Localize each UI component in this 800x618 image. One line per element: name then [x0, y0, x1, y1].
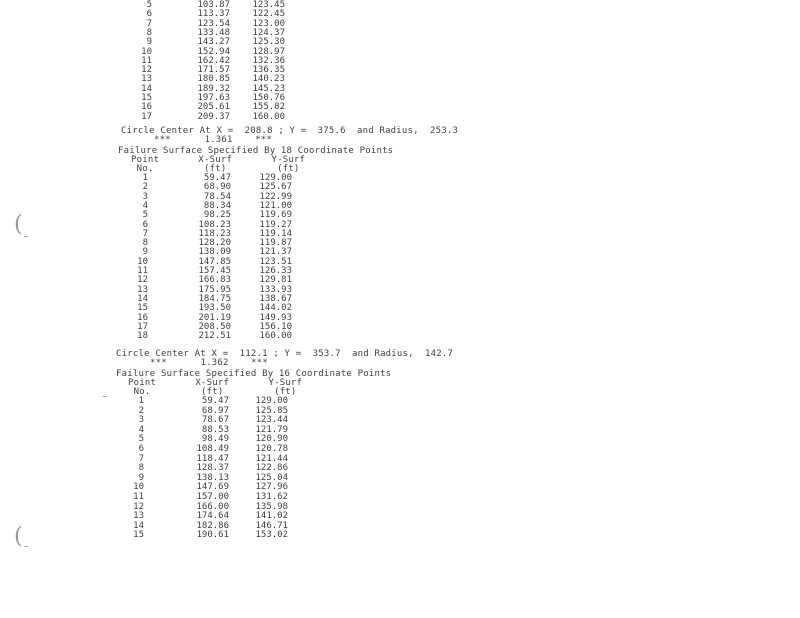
x-surf-cell: 212.51	[198, 331, 231, 342]
point-number-cell: 15	[141, 93, 152, 103]
point-number-cell: 15	[133, 530, 144, 541]
y-surf-cell: 119.27	[259, 219, 292, 230]
y-surf-cell: 128.97	[252, 46, 285, 57]
failure-surface-title: Failure Surface Specified By 18 Coordinate Points	[118, 146, 394, 156]
safety-factor-line: *** 1.361 ***	[154, 135, 272, 145]
column-header: Point X-Surf Y-Surf	[131, 155, 306, 165]
y-surf-cell: 160.00	[252, 111, 285, 122]
point-number-cell: 8	[142, 238, 148, 249]
x-surf-cell: 189.32	[197, 83, 230, 94]
x-surf-cell: 205.61	[197, 102, 230, 113]
y-surf-cell: 123.00	[252, 18, 285, 29]
x-surf-cell: 133.48	[197, 27, 230, 38]
point-number-cell: 10	[133, 482, 144, 493]
y-surf-cell: 126.33	[259, 266, 292, 276]
margin-hole-mark: (	[14, 524, 23, 549]
y-surf-cell: 155.82	[252, 102, 285, 113]
y-surf-cell: 136.35	[252, 65, 285, 76]
point-number-cell: 16	[141, 102, 152, 113]
point-number-cell: 13	[137, 284, 148, 295]
y-surf-cell: 123.51	[259, 256, 292, 267]
x-surf-cell: 162.42	[197, 55, 230, 66]
point-number-cell: 5	[142, 210, 148, 221]
x-surf-cell: 59.47	[203, 173, 231, 183]
y-surf-cell: 131.62	[255, 492, 288, 502]
y-surf-cell: 125.85	[255, 405, 288, 416]
y-surf-cell: 145.23	[252, 83, 285, 94]
y-surf-cell: 135.98	[255, 501, 288, 512]
point-number-cell: 4	[138, 424, 144, 435]
point-number-cell: 12	[141, 65, 152, 76]
x-surf-cell: 113.37	[197, 9, 230, 20]
margin-tick	[24, 546, 28, 547]
x-surf-cell: 68.97	[201, 405, 229, 416]
point-number-cell: 3	[142, 191, 148, 202]
y-surf-cell: 127.96	[255, 482, 288, 493]
point-number-cell: 1	[138, 396, 144, 406]
y-surf-cell: 120.78	[255, 444, 288, 454]
point-number-cell: 8	[146, 27, 152, 38]
y-surf-cell: 121.44	[255, 453, 288, 464]
x-surf-cell: 193.50	[198, 303, 231, 314]
x-surf-cell: 197.63	[197, 93, 230, 103]
y-surf-cell: 121.00	[259, 200, 292, 211]
y-surf-cell: 140.23	[252, 74, 285, 85]
y-surf-cell: 123.45	[252, 0, 285, 10]
failure-surface-title: Failure Surface Specified By 16 Coordinate Points	[116, 369, 392, 379]
point-number-cell: 3	[138, 415, 144, 426]
point-number-cell: 8	[138, 463, 144, 474]
y-surf-cell: 120.90	[255, 434, 288, 445]
y-surf-cell: 122.45	[252, 9, 285, 20]
x-surf-cell: 147.85	[198, 256, 231, 267]
point-number-cell: 17	[141, 111, 152, 122]
x-surf-cell: 208.50	[198, 321, 231, 332]
point-number-cell: 12	[133, 501, 144, 512]
point-number-cell: 6	[142, 219, 148, 230]
x-surf-cell: 143.27	[197, 37, 230, 48]
x-surf-cell: 128.20	[198, 238, 231, 249]
point-number-cell: 15	[137, 303, 148, 314]
y-surf-cell: 119.87	[259, 238, 292, 249]
x-surf-cell: 174.64	[196, 511, 229, 522]
x-surf-cell: 138.09	[198, 247, 231, 258]
x-surf-cell: 59.47	[201, 396, 229, 406]
point-number-cell: 5	[138, 434, 144, 445]
x-surf-cell: 171.57	[197, 65, 230, 76]
y-surf-cell: 125.30	[252, 37, 285, 48]
x-surf-cell: 108.49	[196, 444, 229, 454]
column-units: No. (ft) (ft)	[131, 164, 300, 174]
x-surf-cell: 68.90	[203, 182, 231, 193]
point-number-cell: 2	[142, 182, 148, 193]
point-number-cell: 9	[138, 472, 144, 483]
x-surf-cell: 209.37	[197, 111, 230, 122]
y-surf-cell: 144.02	[259, 303, 292, 314]
y-surf-cell: 121.79	[255, 424, 288, 435]
point-number-cell: 18	[137, 331, 148, 342]
point-number-cell: 11	[133, 492, 144, 502]
y-surf-cell: 119.69	[259, 210, 292, 221]
x-surf-cell: 103.87	[197, 0, 230, 10]
x-surf-cell: 128.37	[196, 463, 229, 474]
x-surf-cell: 78.54	[203, 191, 231, 202]
y-surf-cell: 122.86	[255, 463, 288, 474]
y-surf-cell: 124.37	[252, 27, 285, 38]
y-surf-cell: 122.99	[259, 191, 292, 202]
safety-factor-line: *** 1.362 ***	[150, 358, 268, 368]
x-surf-cell: 98.25	[203, 210, 231, 221]
y-surf-cell: 123.44	[255, 415, 288, 426]
y-surf-cell: 149.93	[259, 312, 292, 323]
column-units: No. (ft) (ft)	[128, 387, 297, 397]
y-surf-cell: 121.37	[259, 247, 292, 258]
y-surf-cell: 141.02	[255, 511, 288, 522]
y-surf-cell: 129.00	[255, 396, 288, 406]
point-number-cell: 2	[138, 405, 144, 416]
x-surf-cell: 78.67	[201, 415, 229, 426]
y-surf-cell: 150.76	[252, 93, 285, 103]
point-number-cell: 7	[142, 228, 148, 239]
x-surf-cell: 201.19	[198, 312, 231, 323]
x-surf-cell: 166.00	[196, 501, 229, 512]
circle-center-line: Circle Center At X = 112.1 ; Y = 353.7 and Radius, 142.7	[116, 349, 454, 359]
x-surf-cell: 98.49	[201, 434, 229, 445]
y-surf-cell: 156.10	[259, 321, 292, 332]
point-number-cell: 14	[141, 83, 152, 94]
point-number-cell: 10	[137, 256, 148, 267]
x-surf-cell: 123.54	[197, 18, 230, 29]
y-surf-cell: 125.04	[255, 472, 288, 483]
column-header: Point X-Surf Y-Surf	[128, 378, 303, 388]
point-number-cell: 6	[146, 9, 152, 20]
x-surf-cell: 88.53	[201, 424, 229, 435]
y-surf-cell: 133.93	[259, 284, 292, 295]
point-number-cell: 13	[133, 511, 144, 522]
y-surf-cell: 129.81	[259, 275, 292, 286]
point-number-cell: 1	[142, 173, 148, 183]
point-number-cell: 9	[146, 37, 152, 48]
x-surf-cell: 118.47	[196, 453, 229, 464]
x-surf-cell: 182.86	[196, 520, 229, 531]
x-surf-cell: 190.61	[196, 530, 229, 541]
margin-hole-mark: (	[14, 212, 23, 237]
margin-tick	[24, 236, 28, 237]
point-number-cell: 16	[137, 312, 148, 323]
point-number-cell: 14	[137, 293, 148, 304]
point-number-cell: 17	[137, 321, 148, 332]
y-surf-cell: 146.71	[255, 520, 288, 531]
y-surf-cell: 125.67	[259, 182, 292, 193]
point-number-cell: 10	[141, 46, 152, 57]
point-number-cell: 7	[138, 453, 144, 464]
point-number-cell: 6	[138, 444, 144, 454]
y-surf-cell: 119.14	[259, 228, 292, 239]
point-number-cell: 14	[133, 520, 144, 531]
x-surf-cell: 152.94	[197, 46, 230, 57]
x-surf-cell: 180.85	[197, 74, 230, 85]
circle-center-line: Circle Center At X = 208.8 ; Y = 375.6 and Radius, 253.3	[121, 126, 459, 136]
x-surf-cell: 157.45	[198, 266, 231, 276]
point-number-cell: 7	[146, 18, 152, 29]
x-surf-cell: 88.34	[203, 200, 231, 211]
x-surf-cell: 147.69	[196, 482, 229, 493]
point-number-cell: 4	[142, 200, 148, 211]
point-number-cell: 12	[137, 275, 148, 286]
point-number-cell: 11	[137, 266, 148, 276]
y-surf-cell: 132.36	[252, 55, 285, 66]
x-surf-cell: 166.83	[198, 275, 231, 286]
x-surf-cell: 138.13	[196, 472, 229, 483]
x-surf-cell: 175.95	[198, 284, 231, 295]
x-surf-cell: 108.23	[198, 219, 231, 230]
point-number-cell: 5	[146, 0, 152, 10]
x-surf-cell: 118.23	[198, 228, 231, 239]
y-surf-cell: 153.02	[255, 530, 288, 541]
point-number-cell: 13	[141, 74, 152, 85]
y-surf-cell: 138.67	[259, 293, 292, 304]
x-surf-cell: 157.00	[196, 492, 229, 502]
point-number-cell: 11	[141, 55, 152, 66]
x-surf-cell: 184.75	[198, 293, 231, 304]
y-surf-cell: 129.00	[259, 173, 292, 183]
point-number-cell: 9	[142, 247, 148, 258]
y-surf-cell: 160.00	[259, 331, 292, 342]
